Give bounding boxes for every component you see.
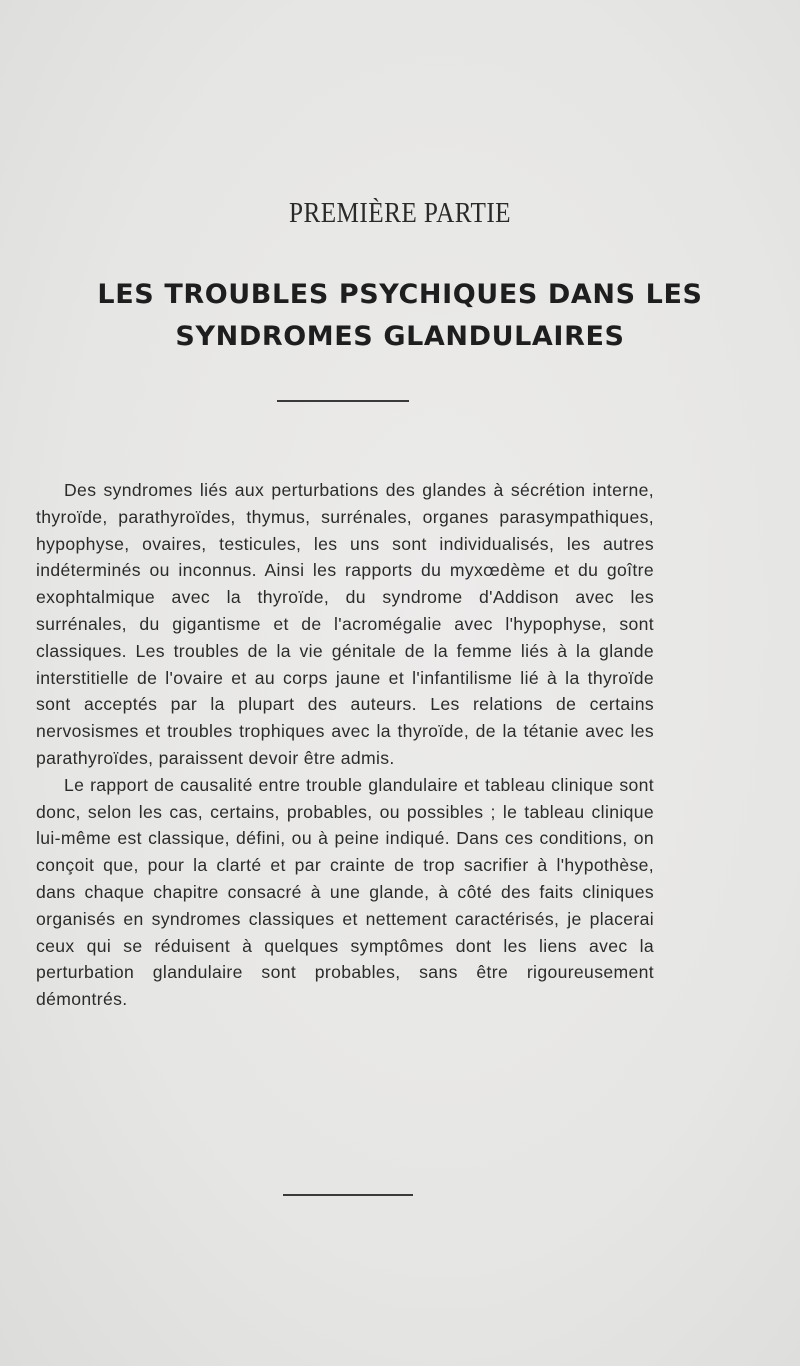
top-separator-rule bbox=[277, 400, 409, 402]
paragraph-1: Des syndromes liés aux perturbations des glandes à sécrétion interne, thyroïde, parathyroïdes, thymus, surrénales, organes parasympathiques, hypophyse, ovaires, testicules, les uns sont individualisés, les autres indéterminés ou inconnus. Ainsi les rapports du myxœdème et du goître exophtalmique avec la thyroïde, du syndrome d'Addison avec les surrénales, du gigantisme et de l'acromégalie avec l'hypophyse, sont classiques. Les troubles de la vie génitale de la femme liés à la glande interstitielle de l'ovaire et au corps jaune et l'infantilisme lié à la thyroïde sont acceptés par la plupart des auteurs. Les relations de certains nervosismes et troubles trophiques avec la thyroïde, de la tétanie avec les parathyroïdes, paraissent devoir être admis. bbox=[36, 480, 654, 768]
chapter-title-line-2: SYNDROMES GLANDULAIRES bbox=[175, 321, 625, 352]
chapter-title-line-1: LES TROUBLES PSYCHIQUES DANS LES bbox=[97, 279, 703, 310]
body-text bbox=[36, 477, 654, 1013]
part-title: PREMIÈRE PARTIE bbox=[288, 198, 512, 229]
chapter-title bbox=[40, 274, 760, 358]
bottom-separator-rule bbox=[283, 1194, 413, 1196]
paragraph-2: Le rapport de causalité entre trouble glandulaire et tableau clinique sont donc, selon les cas, certains, probables, ou possibles ; le tableau clinique lui-même est classique, défini, ou à peine indiqué. Dans ces conditions, on conçoit que, pour la clarté et par crainte de trop sacrifier à l'hypothèse, dans chaque chapitre consacré à une glande, à côté des faits cliniques organisés en syndromes classiques et nettement caractérisés, je placerai ceux qui se réduisent à quelques symptômes dont les liens avec la perturbation glandulaire sont probables, sans être rigoureusement démontrés. bbox=[36, 774, 654, 1010]
